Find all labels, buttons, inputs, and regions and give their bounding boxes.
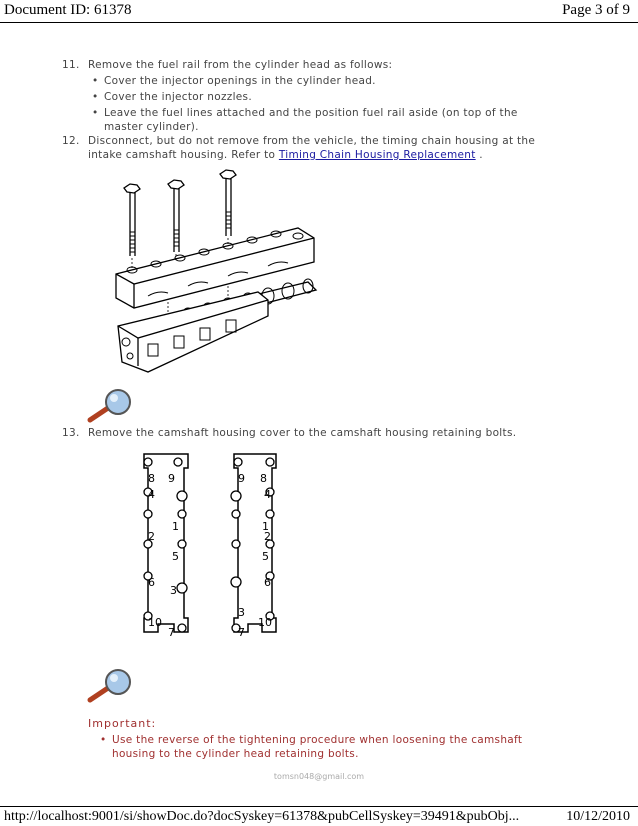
step-text: Disconnect, but do not remove from the vehicle, the timing chain housing at the intake camshaft housing. Refer to Timing Chain Housing Replacement . [88,135,536,161]
bolt-number: 4 [148,488,155,501]
bolt-number: 3 [238,606,245,619]
bullet-text: Cover the injector openings in the cylinder head. [104,75,376,87]
bolt-number: 3 [170,584,177,597]
page-header [0,0,638,24]
magnifier-icon[interactable] [86,668,134,704]
important-text: Use the reverse of the tightening procedure when loosening the camshaft housing to the cylinder head retaining bolts. [112,734,523,760]
camshaft-housing-illustration [108,166,330,386]
bolt-number: 9 [168,472,175,485]
bolt-number: 5 [262,550,269,563]
step-text: Remove the camshaft housing cover to the camshaft housing retaining bolts. [88,427,517,439]
bullet-text: Cover the injector nozzles. [104,91,252,103]
bolt-tightening-sequence-diagram [134,448,294,648]
step-number: 13. [62,427,80,439]
bolt-number: 2 [264,530,271,543]
footer-url: http://localhost:9001/si/showDoc.do?docSyskey=61378&pubCellSyskey=39491&pubObj... [4,809,520,824]
step-number: 12. [62,135,80,147]
bolt-number: 8 [148,472,155,485]
bolt-number: 4 [264,488,271,501]
bolt-number: 5 [172,550,179,563]
bullet-text: Leave the fuel lines attached and the position fuel rail aside (on top of the master cylinder). [104,107,518,133]
magnifier-icon[interactable] [86,388,134,424]
step-number: 11. [62,59,80,71]
bolt-number: 1 [172,520,179,533]
bolt-3 [220,170,236,236]
bolt-number: 7 [168,626,175,639]
step-text: Remove the fuel rail from the cylinder head as follows: [88,59,393,71]
header-divider [0,22,638,23]
footer-divider [0,806,638,807]
bolt-number: 10 [148,616,162,629]
bolt-number: 10 [258,616,272,629]
bolt-number: 6 [148,576,155,589]
watermark: tomsn048@gmail.com [273,772,365,781]
bolt-number: 1 [262,520,269,533]
page-number: Page 3 of 9 [562,2,630,18]
bolt-number: 8 [260,472,267,485]
document-id: Document ID: 61378 [4,2,132,18]
important-title: Important: [88,717,157,730]
bolt-number: 9 [238,472,245,485]
bolt-number: 6 [264,576,271,589]
footer-date: 10/12/2010 [566,809,630,824]
timing-chain-housing-link[interactable]: Timing Chain Housing Replacement [278,149,476,161]
bolt-number: 2 [148,530,155,543]
bolt-2 [168,180,184,252]
bolt-number: 7 [238,626,245,639]
bolt-1 [124,184,140,256]
